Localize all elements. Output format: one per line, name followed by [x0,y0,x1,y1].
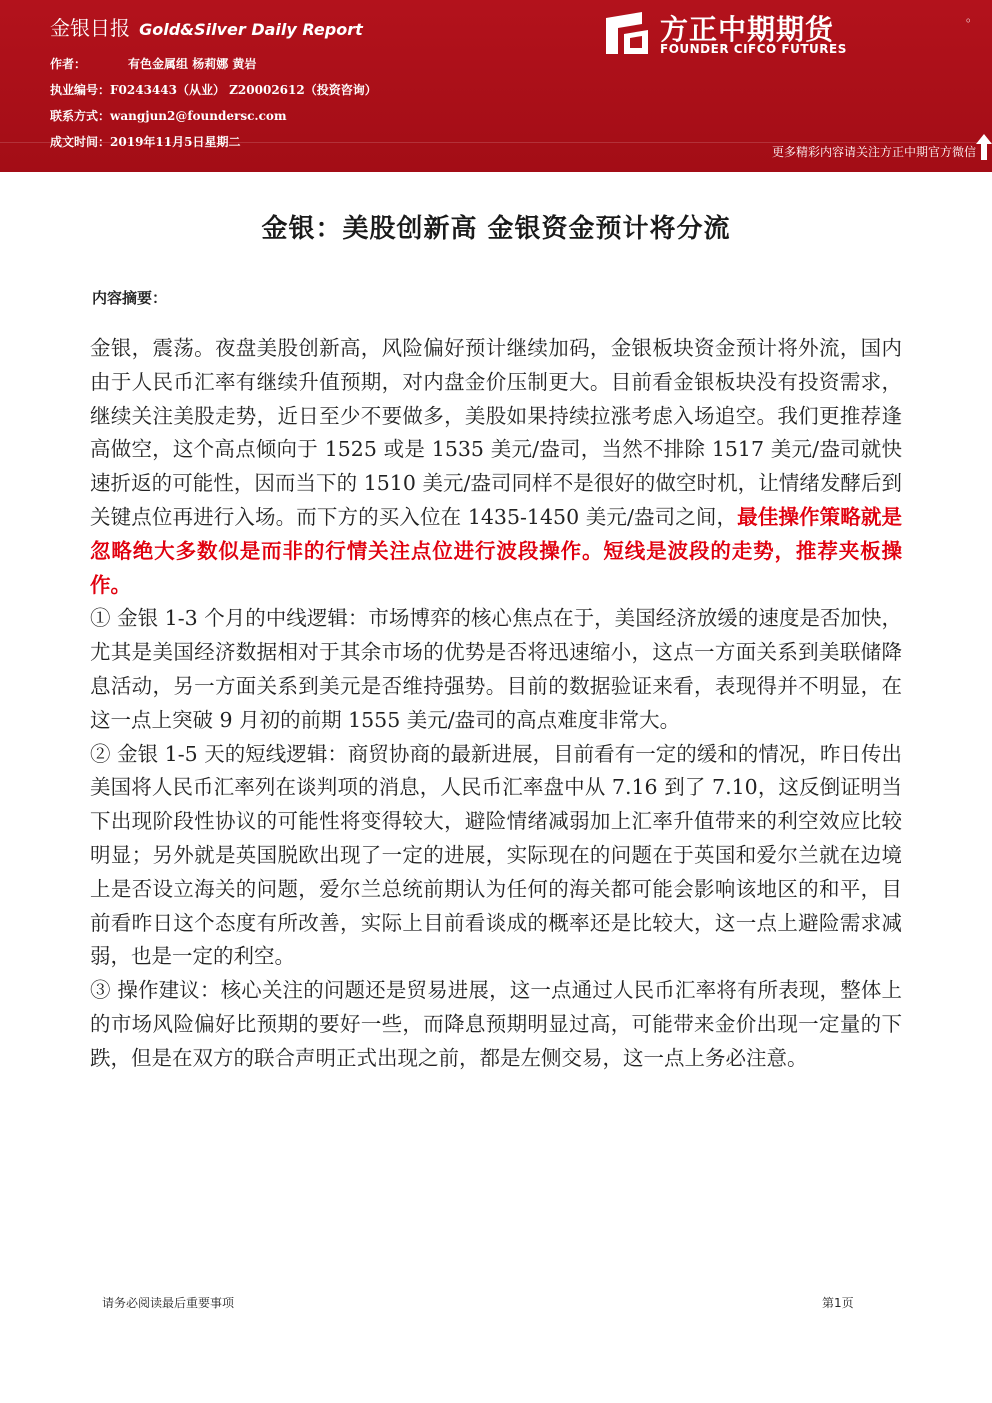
meta-license-label: 执业编号： [50,83,111,97]
meta-author [50,55,256,72]
report-header-banner [0,0,992,172]
strategy-highlight: 最佳操作策略就是忽略绝大多数似是而非的行情关注点位进行波段操作。短线是波段的走势，推荐夹板操作。 [90,504,902,597]
article-title: 金银：美股创新高 金银资金预计将分流 [261,214,731,244]
meta-author-label: 作者： [50,57,87,71]
paragraph-midterm-logic: ① 金银 1-3 个月的中线逻辑：市场博弈的核心焦点在于，美国经济放缓的速度是否加快，尤其是美国经济数据相对于其余市场的优势是否将迅速缩小，这点一方面关系到美联储降息活动，另一方面关系到美元是否维持强势。目前的数据验证来看，表现得并不明显，在这一点上突破 9 月初的前期 1555 美元/盎司的高点难度非常大。 [90,606,902,732]
logo-name-cn: 方正中期期货 [660,13,835,46]
wechat-follow-note: 更多精彩内容请关注方正中期官方微信 [771,145,976,159]
paragraph-overview [90,332,902,602]
report-title-cn: 金银日报 [50,16,130,40]
paragraph-overview-text: 金银，震荡。夜盘美股创新高，风险偏好预计继续加码，金银板块资金预计将外流，国内由于人民币汇率有继续升值预期，对内盘金价压制更大。目前看金银板块没有投资需求，继续关注美股走势，近日至少不要做多，美股如果持续拉涨考虑入场追空。我们更推荐逢高做空，这个高点倾向于 1525 或是 1535 美元/盎司，当然不排除 1517 美元/盎司就快速折返的可能性，因而当下的 1510 美元/盎司同样不是很好的做空时机，让情绪发酵后到关键点位再进行入场。而下方的买入位在 1435-1450 美元/盎司之间， [90,336,902,529]
meta-license [50,81,377,98]
founder-logo-icon [604,10,650,56]
corner-mark: 。 [965,10,978,24]
arrow-up-icon [976,134,992,160]
paragraph-shortterm-logic: ② 金银 1-5 天的短线逻辑：商贸协商的最新进展，目前看有一定的缓和的情况，昨日传出美国将人民币汇率列在谈判项的消息，人民币汇率盘中从 7.16 到了 7.10，这反倒证明当下出现阶段性协议的可能性将变得较大，避险情绪减弱加上汇率升值带来的利空效应比较明显；另外就是英国脱欧出现了一定的进展，实际现在的问题在于英国和爱尔兰就在边境上是否设立海关的问题，爱尔兰总统前期认为任何的海关都可能会影响该地区的和平，目前看昨日这个态度有所改善，实际上目前看谈成的概率还是比较大，这一点上避险需求减弱，也是一定的利空。 [90,741,902,969]
logo-name-en: FOUNDER CIFCO FUTURES [660,42,847,56]
meta-license-value: F0243443（从业） Z20002612（投资咨询） [110,83,377,97]
article-body [90,332,902,1076]
footer-page-number: 第1页 [822,1296,854,1310]
meta-contact-value: wangjun2@foundersc.com [110,109,287,123]
paragraph-trading-advice: ③ 操作建议：核心关注的问题还是贸易进展，这一点通过人民币汇率将有所表现，整体上的市场风险偏好比预期的要好一些，而降息预期明显过高，可能带来金价出现一定量的下跌，但是在双方的联合声明正式出现之前，都是左侧交易，这一点上务必注意。 [90,978,902,1070]
company-logo [604,10,864,60]
footer-notice: 请务必阅读最后重要事项 [102,1296,235,1310]
report-title [50,12,363,41]
meta-date-label: 成文时间： [50,135,111,149]
meta-author-value: 有色金属组 杨莉娜 黄岩 [128,57,257,71]
meta-contact [50,107,287,124]
meta-date-value: 2019年11月5日星期二 [110,135,241,149]
report-title-en: Gold&Silver Daily Report [139,20,363,39]
meta-contact-label: 联系方式： [50,109,111,123]
summary-label: 内容摘要： [92,289,168,307]
